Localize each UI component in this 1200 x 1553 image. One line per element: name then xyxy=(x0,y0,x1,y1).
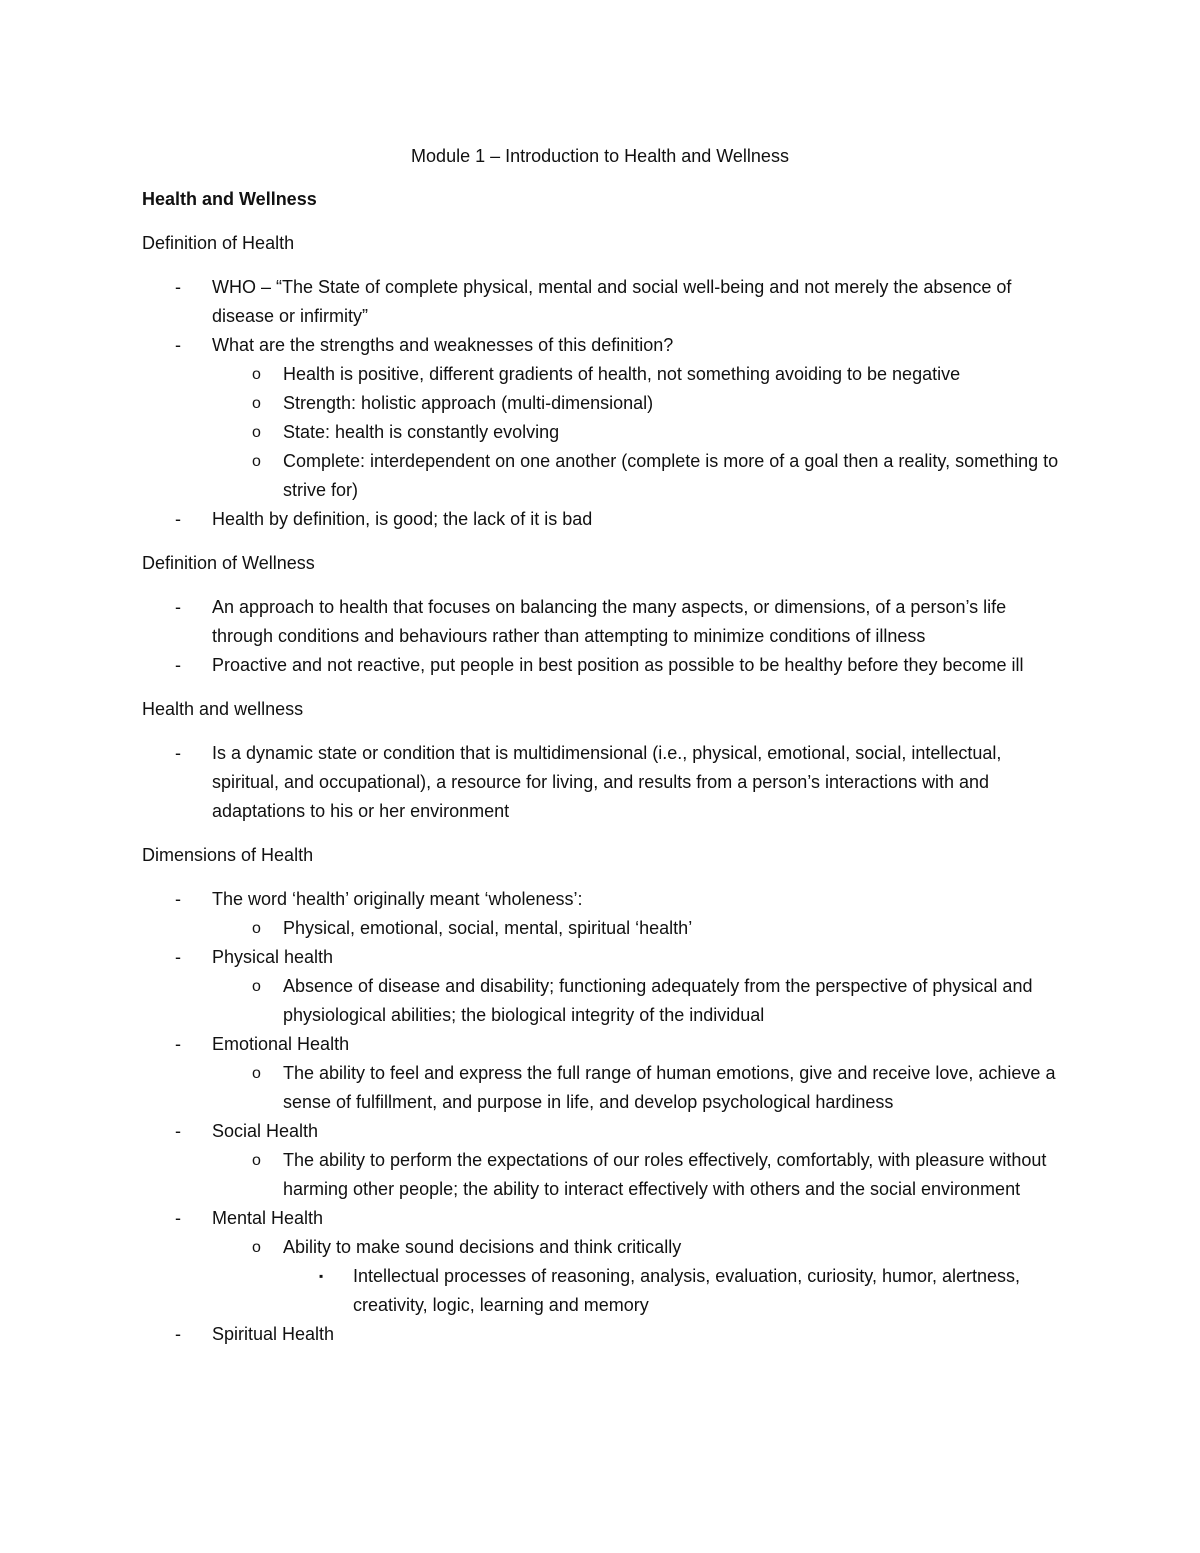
dash-bullet: - xyxy=(175,1324,181,1344)
sub-list-item xyxy=(212,447,1062,505)
list-item xyxy=(142,1117,1062,1204)
section-heading-dimensions-of-health: Dimensions of Health xyxy=(142,845,314,865)
list-item-text: What are the strengths and weaknesses of this definition? xyxy=(212,335,674,355)
sub-sub-list-item xyxy=(283,1262,1062,1320)
list-item-text: Is a dynamic state or condition that is multidimensional (i.e., physical, emotional, social, intellectual, spiritual, and occupational), a resource for living, and results from a person’s interactions with and adaptations to his or her environment xyxy=(212,743,1002,821)
sub-list-item-text: Absence of disease and disability; functioning adequately from the perspective of physical and physiological abilities; the biological integrity of the individual xyxy=(283,976,1033,1025)
circle-bullet: o xyxy=(252,978,261,995)
list-item xyxy=(142,273,1062,331)
list-item xyxy=(142,943,1062,1030)
dash-bullet: - xyxy=(175,277,181,297)
list-item-text: Health by definition, is good; the lack of it is bad xyxy=(212,509,593,529)
dash-bullet: - xyxy=(175,1121,181,1141)
square-bullet: ▪ xyxy=(319,1269,324,1283)
sub-list-item xyxy=(212,1233,1062,1320)
sub-list-item-text: Physical, emotional, social, mental, spiritual ‘health’ xyxy=(283,918,693,938)
document-body xyxy=(142,185,1062,1364)
sub-list xyxy=(212,1059,1062,1117)
list-item xyxy=(142,885,1062,943)
sub-list-item-text: State: health is constantly evolving xyxy=(283,422,560,442)
circle-bullet: o xyxy=(252,920,261,937)
sub-list xyxy=(212,360,1062,505)
sub-list-item xyxy=(212,914,1062,943)
dimensions-of-health-list xyxy=(142,885,1062,1349)
sub-sub-list-item-text: Intellectual processes of reasoning, analysis, evaluation, curiosity, humor, alertness, creativity, logic, learning and memory xyxy=(353,1266,1021,1315)
circle-bullet: o xyxy=(252,424,261,441)
sub-list xyxy=(212,914,1062,943)
list-item xyxy=(142,739,1062,826)
list-item-text: Proactive and not reactive, put people in best position as possible to be healthy before they become ill xyxy=(212,655,1024,675)
sub-sub-list xyxy=(283,1262,1062,1320)
dash-bullet: - xyxy=(175,1034,181,1054)
dash-bullet: - xyxy=(175,889,181,909)
sub-list xyxy=(212,1146,1062,1204)
sub-list-item xyxy=(212,972,1062,1030)
section-heading-health-and-wellness-definition: Health and wellness xyxy=(142,699,304,719)
dash-bullet: - xyxy=(175,1208,181,1228)
list-item-text: Spiritual Health xyxy=(212,1324,335,1344)
health-and-wellness-list xyxy=(142,739,1062,826)
list-item-text: WHO – “The State of complete physical, mental and social well-being and not merely the absence of disease or infirmity” xyxy=(212,277,1012,326)
section-heading-definition-of-health: Definition of Health xyxy=(142,233,295,253)
list-item-text: Physical health xyxy=(212,947,334,967)
sub-list-item-text: The ability to feel and express the full range of human emotions, give and receive love, achieve a sense of fulfillment, and purpose in life, and develop psychological hardiness xyxy=(283,1063,1056,1112)
list-item xyxy=(142,1320,1062,1349)
dash-bullet: - xyxy=(175,335,181,355)
dash-bullet: - xyxy=(175,947,181,967)
list-item xyxy=(142,505,1062,534)
sub-list-item xyxy=(212,360,1062,389)
sub-list-item-text: Ability to make sound decisions and think critically xyxy=(283,1237,682,1257)
sub-list-item xyxy=(212,418,1062,447)
dash-bullet: - xyxy=(175,743,181,763)
list-item xyxy=(142,593,1062,651)
sub-list-item-text: Health is positive, different gradients of health, not something avoiding to be negative xyxy=(283,364,961,384)
sub-list-item xyxy=(212,1146,1062,1204)
sub-list-item xyxy=(212,1059,1062,1117)
list-item-text: An approach to health that focuses on balancing the many aspects, or dimensions, of a person’s life through conditions and behaviours rather than attempting to minimize conditions of illness xyxy=(212,597,1007,646)
document-title: Module 1 – Introduction to Health and Wellness xyxy=(411,146,789,166)
circle-bullet: o xyxy=(252,453,261,470)
list-item xyxy=(142,1204,1062,1320)
section-heading-definition-of-wellness: Definition of Wellness xyxy=(142,553,315,573)
sub-list xyxy=(212,1233,1062,1320)
sub-list xyxy=(212,972,1062,1030)
sub-list-item-text: Complete: interdependent on one another (complete is more of a goal then a reality, something to strive for) xyxy=(283,451,1059,500)
circle-bullet: o xyxy=(252,395,261,412)
sub-list-item xyxy=(212,389,1062,418)
section-heading-health-and-wellness: Health and Wellness xyxy=(142,189,317,209)
circle-bullet: o xyxy=(252,1152,261,1169)
definition-of-health-list xyxy=(142,273,1062,534)
list-item xyxy=(142,1030,1062,1117)
circle-bullet: o xyxy=(252,366,261,383)
list-item-text: Social Health xyxy=(212,1121,319,1141)
sub-list-item-text: Strength: holistic approach (multi-dimensional) xyxy=(283,393,654,413)
definition-of-wellness-list xyxy=(142,593,1062,680)
list-item xyxy=(142,651,1062,680)
dash-bullet: - xyxy=(175,597,181,617)
sub-list-item-text: The ability to perform the expectations of our roles effectively, comfortably, with pleasure without harming other people; the ability to interact effectively with others and the social environment xyxy=(283,1150,1047,1199)
list-item xyxy=(142,331,1062,505)
circle-bullet: o xyxy=(252,1065,261,1082)
dash-bullet: - xyxy=(175,509,181,529)
list-item-text: Mental Health xyxy=(212,1208,324,1228)
list-item-text: The word ‘health’ originally meant ‘wholeness’: xyxy=(212,889,583,909)
list-item-text: Emotional Health xyxy=(212,1034,350,1054)
dash-bullet: - xyxy=(175,655,181,675)
circle-bullet: o xyxy=(252,1239,261,1256)
